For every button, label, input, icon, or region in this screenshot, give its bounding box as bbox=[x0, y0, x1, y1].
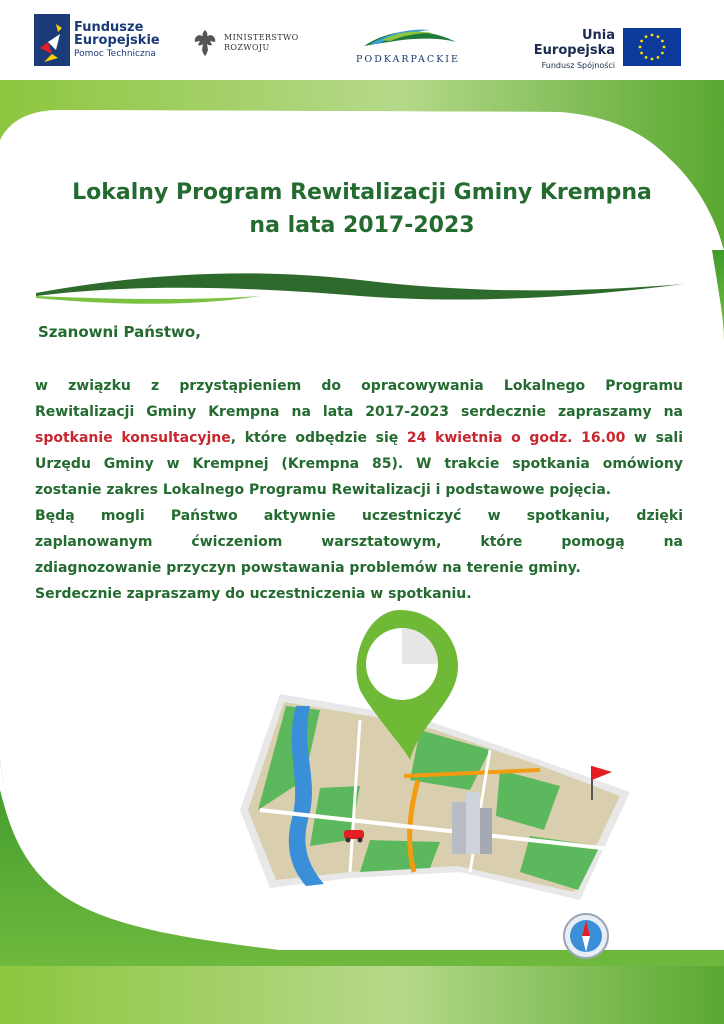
eagle-emblem-icon bbox=[192, 28, 218, 58]
mountains-logo-icon bbox=[352, 24, 464, 48]
eu-flag-icon bbox=[623, 28, 681, 66]
body-line9: Serdecznie zapraszamy do uczestniczenia w spotkaniu. bbox=[35, 586, 472, 602]
body-line4: Urzędu Gminy w Krempnej (Krempna 85). W trakcie spotkania omówiony bbox=[35, 456, 683, 472]
body-line5: zostanie zakres Lokalnego Programu Rewitalizacji i podstawowe pojęcia. bbox=[35, 482, 612, 498]
city-map-illustration bbox=[200, 610, 640, 910]
podkarpackie-text: PODKARPACKIE bbox=[356, 54, 460, 65]
fe-line1: Fundusze bbox=[74, 19, 144, 35]
greeting: Szanowni Państwo, bbox=[38, 323, 201, 341]
unia-europejska-logo bbox=[505, 28, 615, 70]
compass-icon bbox=[562, 912, 610, 960]
fe-line3: Pomoc Techniczna bbox=[74, 48, 156, 59]
fundusze-europejskie-logo bbox=[34, 14, 160, 66]
body-line1: w związku z przystąpieniem do opracowywania Lokalnego Programu bbox=[35, 378, 683, 394]
eu-line2: Fundusz Spójności bbox=[541, 61, 615, 70]
body-line3-text2: w sali bbox=[625, 430, 683, 446]
eu-line1: Unia Europejska bbox=[533, 28, 615, 58]
body-line7: zaplanowanym ćwiczeniom warsztatowym, które pomogą na bbox=[35, 534, 683, 550]
fe-logo-icon bbox=[34, 14, 70, 66]
fe-line2: Europejskie bbox=[74, 33, 160, 49]
ministry-logo bbox=[192, 28, 299, 58]
body-line3-text1: , które odbędzie się bbox=[230, 430, 407, 446]
document-title bbox=[20, 176, 704, 242]
title-line1: Lokalny Program Rewitalizacji Gminy Krempna bbox=[72, 180, 652, 205]
meeting-date-highlight: 24 kwietnia o godz. 16.00 bbox=[406, 430, 626, 446]
body-line6: Będą mogli Państwo aktywnie uczestniczyć w spotkaniu, dzięki bbox=[35, 508, 683, 524]
body-line2: Rewitalizacji Gminy Krempna na lata 2017-2023 serdecznie zapraszamy na bbox=[35, 404, 683, 420]
meeting-type-highlight: spotkanie konsultacyjne bbox=[35, 430, 231, 446]
body-line3 bbox=[35, 425, 683, 451]
invitation-body bbox=[35, 373, 683, 607]
podkarpackie-logo bbox=[352, 24, 464, 65]
header-logo-bar bbox=[0, 0, 724, 80]
title-line2: na lata 2017-2023 bbox=[249, 213, 475, 238]
ministry-line1: MINISTERSTWO bbox=[224, 33, 299, 42]
ministry-line2: ROZWOJU bbox=[224, 43, 270, 52]
body-line8: zdiagnozowanie przyczyn powstawania problemów na terenie gminy. bbox=[35, 560, 581, 576]
